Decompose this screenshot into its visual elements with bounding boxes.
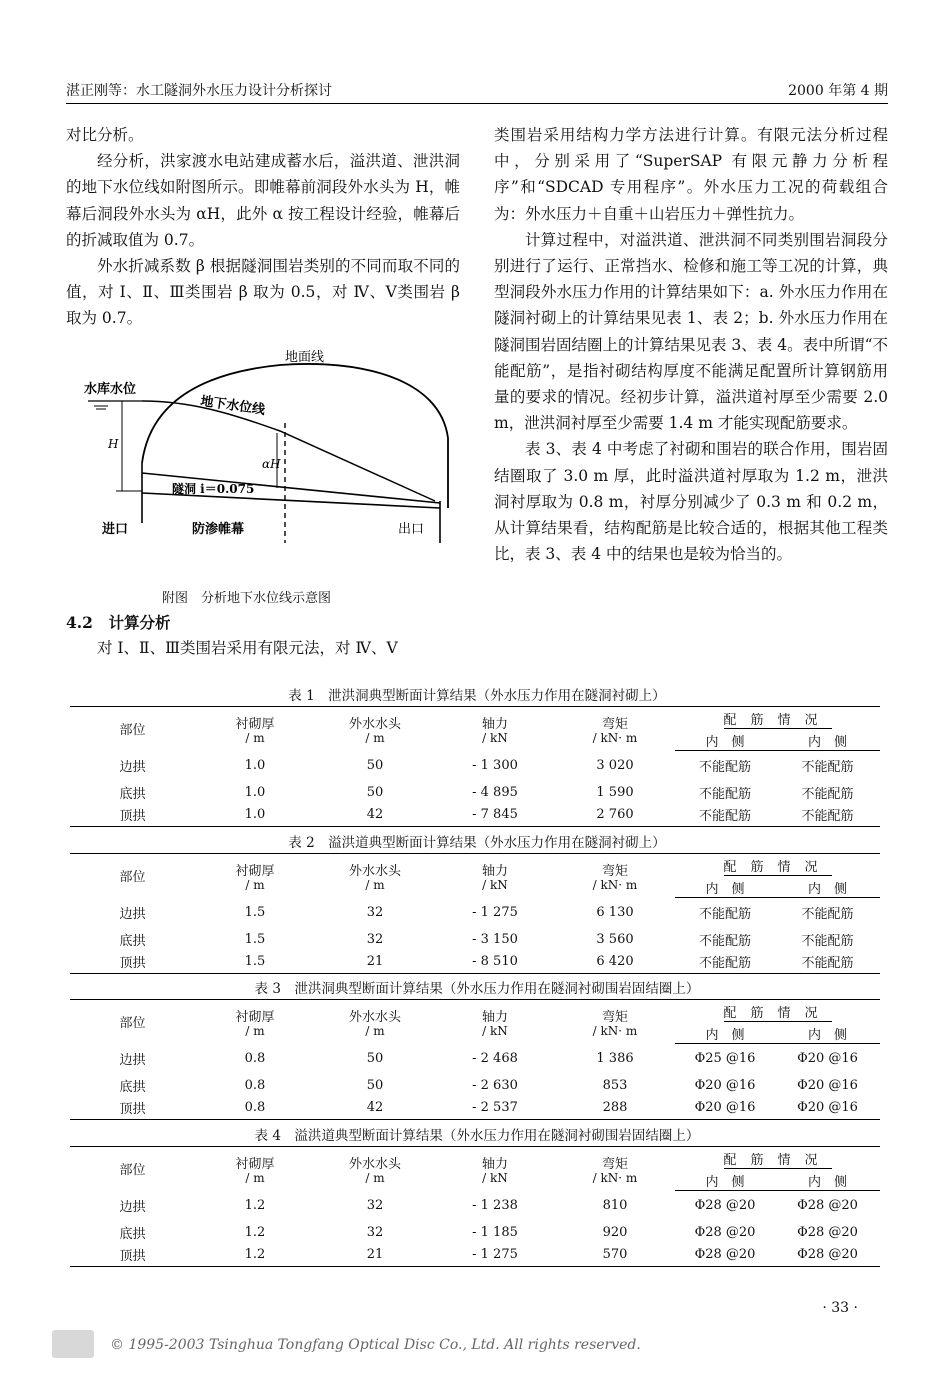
- table-cell: - 1 185: [472, 1224, 518, 1240]
- table-row: [70, 804, 880, 827]
- table-cell: 顶拱: [70, 951, 195, 974]
- table-cell: 不能配筋: [698, 907, 751, 923]
- table-cell: Φ28 @20: [797, 1224, 858, 1240]
- table-cell: 288: [555, 1097, 675, 1120]
- col-header-axial: 轴力 / kN: [435, 1147, 555, 1191]
- col-header-inner: 内 侧: [675, 878, 775, 898]
- table-cell: - 1 238: [472, 1198, 518, 1213]
- table-cell: 边拱: [119, 1053, 146, 1068]
- table-cell: 32: [366, 1224, 384, 1240]
- table-cell: - 1 300: [472, 758, 518, 773]
- table-row: [70, 751, 880, 781]
- table-cell: 不能配筋: [698, 760, 751, 776]
- col-header-moment: 弯矩 / kN· m: [555, 1000, 675, 1044]
- result-table: [70, 999, 880, 1120]
- col-header-water-head: 外水水头 / m: [315, 1147, 435, 1191]
- table-cell: 底拱: [119, 1226, 146, 1242]
- table-row: [70, 1221, 880, 1244]
- table-cell: - 2 630: [472, 1077, 518, 1093]
- table-cell: Φ20 @16: [797, 1077, 858, 1093]
- table-cell: 不能配筋: [801, 933, 854, 949]
- table-cell: 50: [366, 1077, 384, 1093]
- table-cell: 1.0: [244, 758, 266, 773]
- paragraph: 对比分析。: [66, 126, 144, 144]
- table-cell: Φ20 @16: [694, 1077, 756, 1093]
- table-row: [70, 1044, 880, 1074]
- col-header-position: 部位: [70, 707, 195, 751]
- table-cell: 0.8: [244, 1077, 266, 1093]
- table-cell: 853: [602, 1077, 628, 1093]
- paragraph: 外水折减系数 β 根据隧洞围岩类别的不同而取不同的值，对 Ⅰ、Ⅱ、Ⅲ类围岩 β 取为 0.5，对 Ⅳ、Ⅴ类围岩 β 取为 0.7。: [66, 257, 460, 328]
- groundwater-figure: [80, 343, 460, 548]
- table-cell: - 1 275: [472, 905, 518, 920]
- table-cell: 1.0: [195, 804, 315, 827]
- col-header-thickness: 衬砌厚 / m: [195, 707, 315, 751]
- col-header-inner: 内 侧: [775, 1024, 880, 1044]
- table-cell: 32: [366, 1198, 384, 1213]
- section-heading: 4.2 计算分析: [66, 613, 171, 632]
- table-cell: 1.2: [244, 1198, 266, 1213]
- table-cell: 不能配筋: [675, 804, 775, 827]
- table-cell: Φ20 @16: [775, 1097, 880, 1120]
- col-header-moment: 弯矩 / kN· m: [555, 1147, 675, 1191]
- copyright-footer: © 1995-2003 Tsinghua Tongfang Optical Disc Co., Ltd. All rights reserved.: [110, 1337, 641, 1353]
- label-inlet: 进口: [102, 522, 129, 537]
- table-row: [70, 1097, 880, 1120]
- table-cell: 21: [315, 951, 435, 974]
- table-cell: 1.5: [195, 951, 315, 974]
- label-reservoir: 水库水位: [84, 382, 137, 397]
- table-cell: 920: [602, 1224, 628, 1240]
- col-header-inner: 内 侧: [675, 1171, 775, 1191]
- table-cell: 不能配筋: [775, 951, 880, 974]
- table-cell: - 3 150: [472, 931, 518, 947]
- col-header-thickness: 衬砌厚 / m: [195, 1147, 315, 1191]
- table-row: [70, 1244, 880, 1267]
- table-cell: 不能配筋: [801, 786, 854, 802]
- running-head-left: 湛正刚等：水工隧洞外水压力设计分析探讨: [66, 83, 332, 99]
- table-cell: 50: [366, 784, 384, 800]
- col-header-position: 部位: [70, 1000, 195, 1044]
- col-header-rebar: 配筋情况: [675, 1000, 880, 1024]
- table-row: [70, 1191, 880, 1221]
- right-column: [494, 122, 888, 567]
- table-cell: 底拱: [119, 933, 146, 949]
- col-header-inner: 内 侧: [775, 1171, 880, 1191]
- table-cell: 顶拱: [70, 804, 195, 827]
- table-cell: Φ28 @20: [675, 1244, 775, 1267]
- table-cell: 1 590: [596, 784, 634, 800]
- table-cell: Φ28 @20: [694, 1224, 756, 1240]
- table-cell: 0.8: [244, 1051, 266, 1066]
- paragraph: 对 Ⅰ、Ⅱ、Ⅲ类围岩采用有限元法，对 Ⅳ、Ⅴ: [97, 639, 398, 657]
- table-cell: 1.2: [195, 1244, 315, 1267]
- running-head-right: 2000 年第 4 期: [788, 83, 888, 99]
- table-cell: - 2 468: [472, 1051, 518, 1066]
- table-cell: 边拱: [119, 760, 146, 775]
- page-number: · 33 ·: [822, 1300, 858, 1316]
- table-cell: 不能配筋: [675, 951, 775, 974]
- col-header-water-head: 外水水头 / m: [315, 854, 435, 898]
- table-cell: 顶拱: [70, 1097, 195, 1120]
- table-cell: 42: [315, 804, 435, 827]
- result-table: [70, 706, 880, 827]
- table-row: [70, 1074, 880, 1097]
- table-cell: 不能配筋: [698, 786, 751, 802]
- col-header-axial: 轴力 / kN: [435, 1000, 555, 1044]
- table-cell: 6 420: [555, 951, 675, 974]
- table-cell: 810: [602, 1198, 628, 1213]
- col-header-moment: 弯矩 / kN· m: [555, 707, 675, 751]
- label-ah: αH: [262, 457, 281, 471]
- table-cell: Φ28 @20: [694, 1198, 756, 1214]
- publisher-logo-icon: [52, 1330, 94, 1358]
- table-cell: 0.8: [195, 1097, 315, 1120]
- col-header-water-head: 外水水头 / m: [315, 1000, 435, 1044]
- col-header-position: 部位: [70, 1147, 195, 1191]
- table-caption: 表 4 溢洪道典型断面计算结果（外水压力作用在隧洞衬砌围岩固结圈上）: [254, 1128, 700, 1144]
- table-cell: 1.2: [244, 1224, 266, 1240]
- left-column: [66, 122, 460, 332]
- table-cell: 1.0: [244, 784, 266, 800]
- table-cell: 1.5: [244, 931, 266, 947]
- table-cell: 底拱: [119, 786, 146, 802]
- table-cell: - 2 537: [435, 1097, 555, 1120]
- table-caption: 表 1 泄洪洞典型断面计算结果（外水压力作用在隧洞衬砌上）: [288, 688, 666, 704]
- col-header-rebar: 配筋情况: [675, 1147, 880, 1171]
- table-cell: - 1 275: [435, 1244, 555, 1267]
- table-cell: - 7 845: [435, 804, 555, 827]
- table-cell: Φ25 @16: [694, 1051, 756, 1067]
- paragraph: 经分析，洪家渡水电站建成蓄水后，溢洪道、泄洪洞的地下水位线如附图所示。即帷幕前洞段外水头为 H，帷幕后洞段外水头为 αH，此外 α 按工程设计经验，帷幕后的折减取值为 0.7。: [66, 152, 460, 249]
- table-cell: 1.5: [244, 905, 266, 920]
- table-cell: 6 130: [596, 905, 634, 920]
- table-cell: Φ28 @20: [797, 1198, 858, 1214]
- figure-caption: 附图 分析地下水位线示意图: [162, 591, 332, 606]
- table-cell: 2 760: [555, 804, 675, 827]
- col-header-inner: 内 侧: [775, 878, 880, 898]
- col-header-position: 部位: [70, 854, 195, 898]
- table-caption: 表 2 溢洪道典型断面计算结果（外水压力作用在隧洞衬砌上）: [288, 835, 666, 851]
- col-header-inner: 内 侧: [675, 1024, 775, 1044]
- table-cell: 边拱: [119, 907, 146, 922]
- table-cell: 3 020: [596, 758, 634, 773]
- paragraph: 表 3、表 4 中考虑了衬砌和围岩的联合作用，围岩固结圈取了 3.0 m 厚，此时溢洪道衬厚取为 1.2 m，泄洪洞衬厚取为 0.8 m，衬厚分别减少了 0.3 m 和 0.2 m，从计算结果看，结构配筋是比较合适的，根据其他工程类比，表 3、表 4 中的结果也是较为恰当的。: [494, 440, 888, 564]
- table-cell: 50: [366, 758, 384, 773]
- paragraph: 类围岩采用结构力学方法进行计算。有限元法分析过程中，分别采用了“SuperSAP 有限元静力分析程序”和“SDCAD 专用程序”。外水压力工况的荷载组合为：外水压力＋自重＋山岩压力＋弹性抗力。: [494, 126, 888, 223]
- col-header-inner: 内 侧: [675, 731, 775, 751]
- table-row: [70, 928, 880, 951]
- table-cell: Φ28 @20: [775, 1244, 880, 1267]
- col-header-inner: 内 侧: [775, 731, 880, 751]
- table-cell: 32: [366, 905, 384, 920]
- table-cell: 不能配筋: [801, 760, 854, 776]
- header-rule: [66, 103, 888, 104]
- label-tunnel: 隧洞 i＝0.075: [172, 482, 255, 496]
- label-curtain: 防渗帷幕: [192, 522, 245, 537]
- table-row: [70, 781, 880, 804]
- table-cell: Φ20 @16: [797, 1051, 858, 1067]
- table-row: [70, 898, 880, 928]
- col-header-thickness: 衬砌厚 / m: [195, 1000, 315, 1044]
- table-caption: 表 3 泄洪洞典型断面计算结果（外水压力作用在隧洞衬砌围岩固结圈上）: [254, 981, 700, 997]
- table-cell: 边拱: [119, 1200, 146, 1215]
- table-cell: 顶拱: [70, 1244, 195, 1267]
- col-header-axial: 轴力 / kN: [435, 707, 555, 751]
- table-cell: 不能配筋: [801, 907, 854, 923]
- table-cell: 21: [315, 1244, 435, 1267]
- table-cell: 32: [366, 931, 384, 947]
- label-ground: 地面线: [285, 350, 325, 365]
- col-header-water-head: 外水水头 / m: [315, 707, 435, 751]
- label-outlet: 出口: [398, 522, 425, 537]
- table-cell: 1 386: [596, 1051, 634, 1066]
- table-cell: 不能配筋: [698, 933, 751, 949]
- table-row: [70, 951, 880, 974]
- table-cell: 570: [555, 1244, 675, 1267]
- col-header-thickness: 衬砌厚 / m: [195, 854, 315, 898]
- table-cell: 42: [315, 1097, 435, 1120]
- result-table: [70, 853, 880, 974]
- table-cell: - 4 895: [472, 784, 518, 800]
- table-cell: 不能配筋: [775, 804, 880, 827]
- table-cell: Φ20 @16: [675, 1097, 775, 1120]
- result-table: [70, 1146, 880, 1267]
- label-groundwater: 地下水位线: [199, 394, 266, 419]
- table-cell: - 8 510: [435, 951, 555, 974]
- col-header-axial: 轴力 / kN: [435, 854, 555, 898]
- table-cell: 底拱: [119, 1079, 146, 1095]
- col-header-moment: 弯矩 / kN· m: [555, 854, 675, 898]
- col-header-rebar: 配筋情况: [675, 854, 880, 878]
- table-cell: 3 560: [596, 931, 634, 947]
- paragraph: 计算过程中，对溢洪道、泄洪洞不同类别围岩洞段分别进行了运行、正常挡水、检修和施工等工况的计算，典型洞段外水压力作用的计算结果如下：a. 外水压力作用在隧洞衬砌上的计算结果见表 1、表 2；b. 外水压力作用在隧洞围岩固结圈上的计算结果见表 3、表 4。表中所谓“不能配筋”，是指衬砌结构厚度不能满足配置所计算钢筋用量的要求的情况。经初步计算，溢洪道衬厚至少需要 2.0 m，泄洪洞衬厚至少需要 1.4 m 才能实现配筋要求。: [494, 230, 889, 433]
- col-header-rebar: 配筋情况: [675, 707, 880, 731]
- table-cell: 50: [366, 1051, 384, 1066]
- label-h: H: [108, 437, 119, 451]
